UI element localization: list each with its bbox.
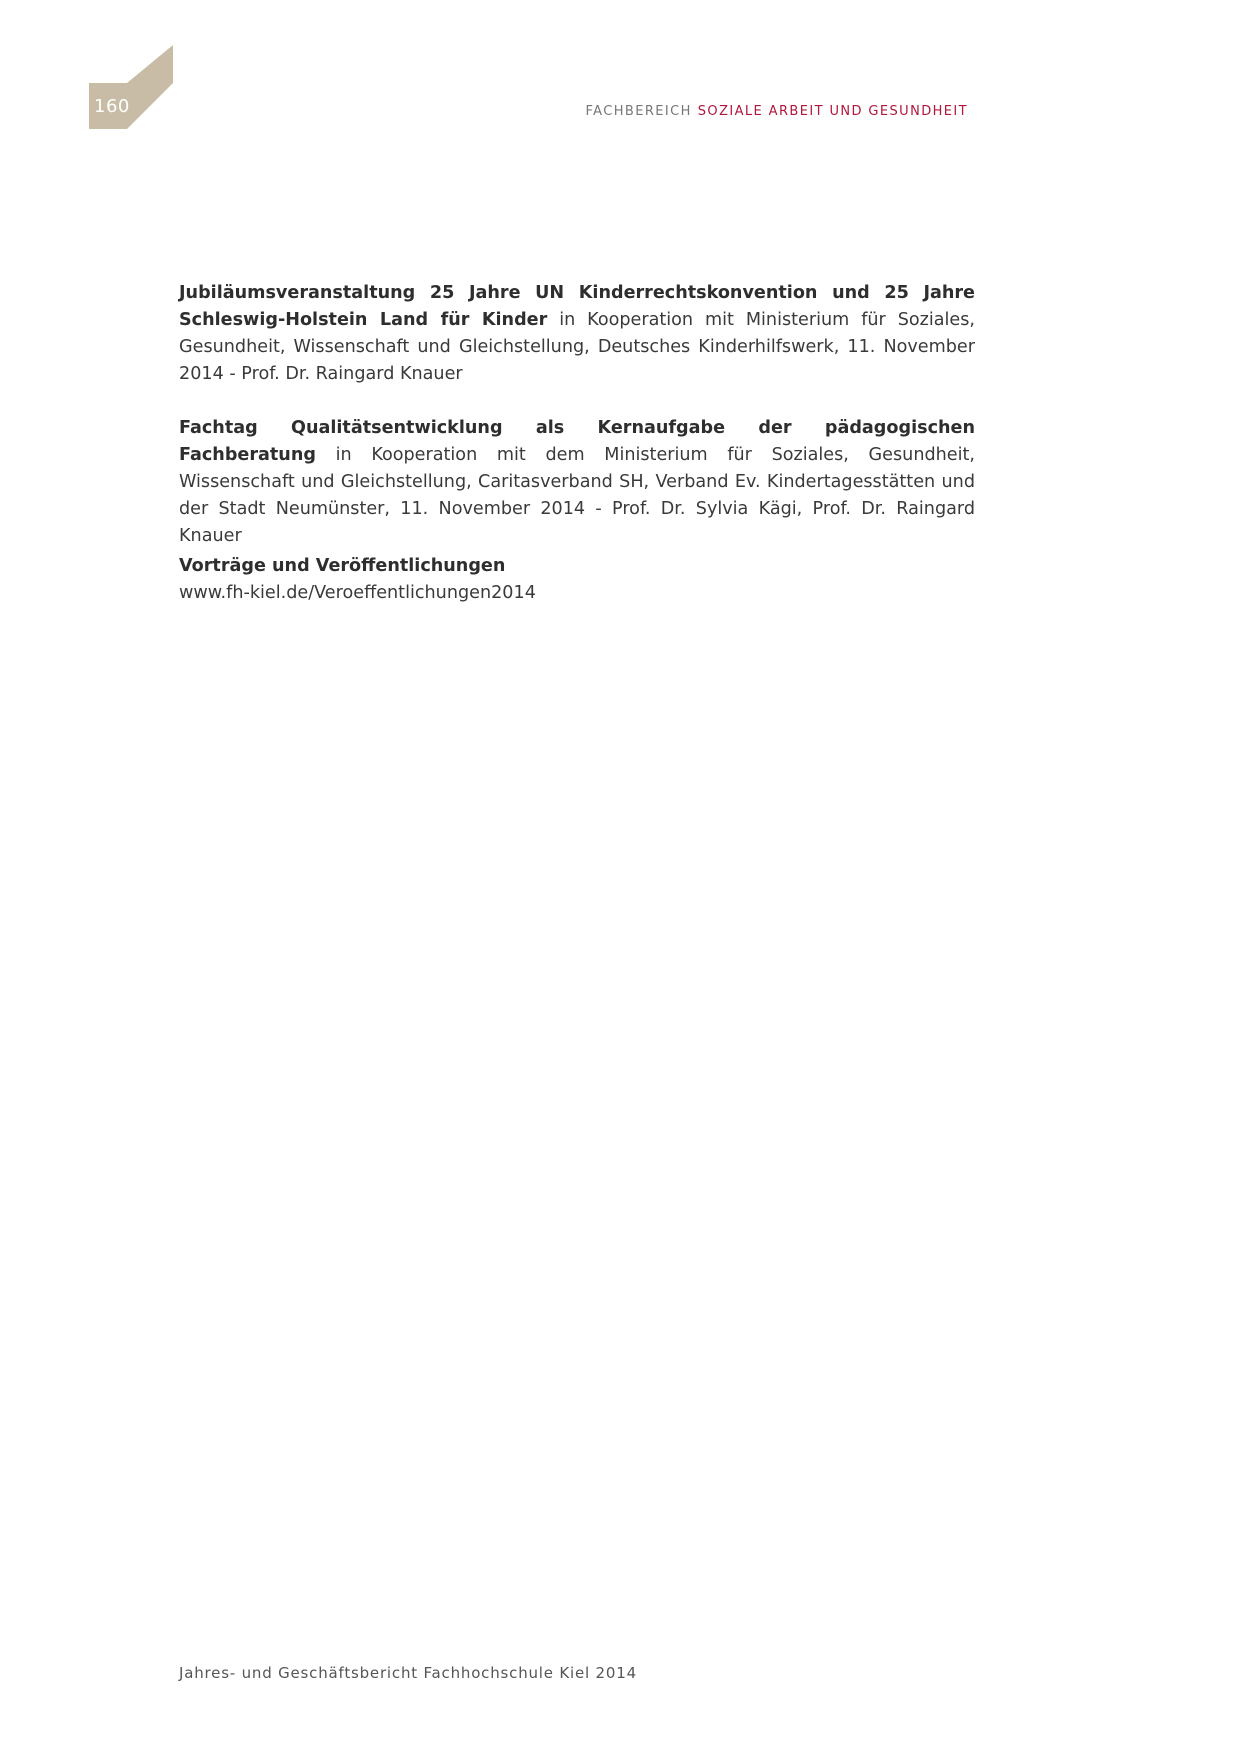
event-details: in Kooperation mit Ministerium für Soziales, Gesundheit, Wissenschaft und Gleichstellung, Deutsches Kinderhilfswerk, 11. November 2014 - Prof. Dr. Raingard Knauer xyxy=(179,310,976,384)
publications-link[interactable]: www.fh-kiel.de/Veroeffentlichungen2014 xyxy=(179,583,536,603)
publications-section xyxy=(179,553,975,607)
header-department: SOZIALE ARBEIT UND GESUNDHEIT xyxy=(697,104,968,119)
event-title: Fachtag Qualitätsentwicklung als Kernaufgabe der pädagogischen Fachberatung xyxy=(179,418,975,465)
event-list xyxy=(179,280,975,550)
event-details: in Kooperation mit dem Ministerium für Soziales, Gesundheit, Wissenschaft und Gleichstellung, Caritasverband SH, Verband Ev. Kindertagesstätten und der Stadt Neumünster, 11. November 2014 - Prof. Dr. Sylvia Kägi, Prof. Dr. Raingard Knauer xyxy=(179,445,975,546)
running-header xyxy=(586,104,969,119)
page-footer: Jahres- und Geschäftsbericht Fachhochschule Kiel 2014 xyxy=(179,1664,637,1682)
page-number: 160 xyxy=(94,96,130,117)
event-title: Jubiläumsveranstaltung 25 Jahre UN Kinderrechtskonvention und 25 Jahre Schleswig-Holstein Land für Kinder xyxy=(179,283,975,330)
event-entry xyxy=(179,415,975,550)
header-label: FACHBEREICH xyxy=(585,104,692,119)
publications-title: Vorträge und Veröffentlichungen xyxy=(179,556,506,576)
event-entry xyxy=(179,280,975,388)
